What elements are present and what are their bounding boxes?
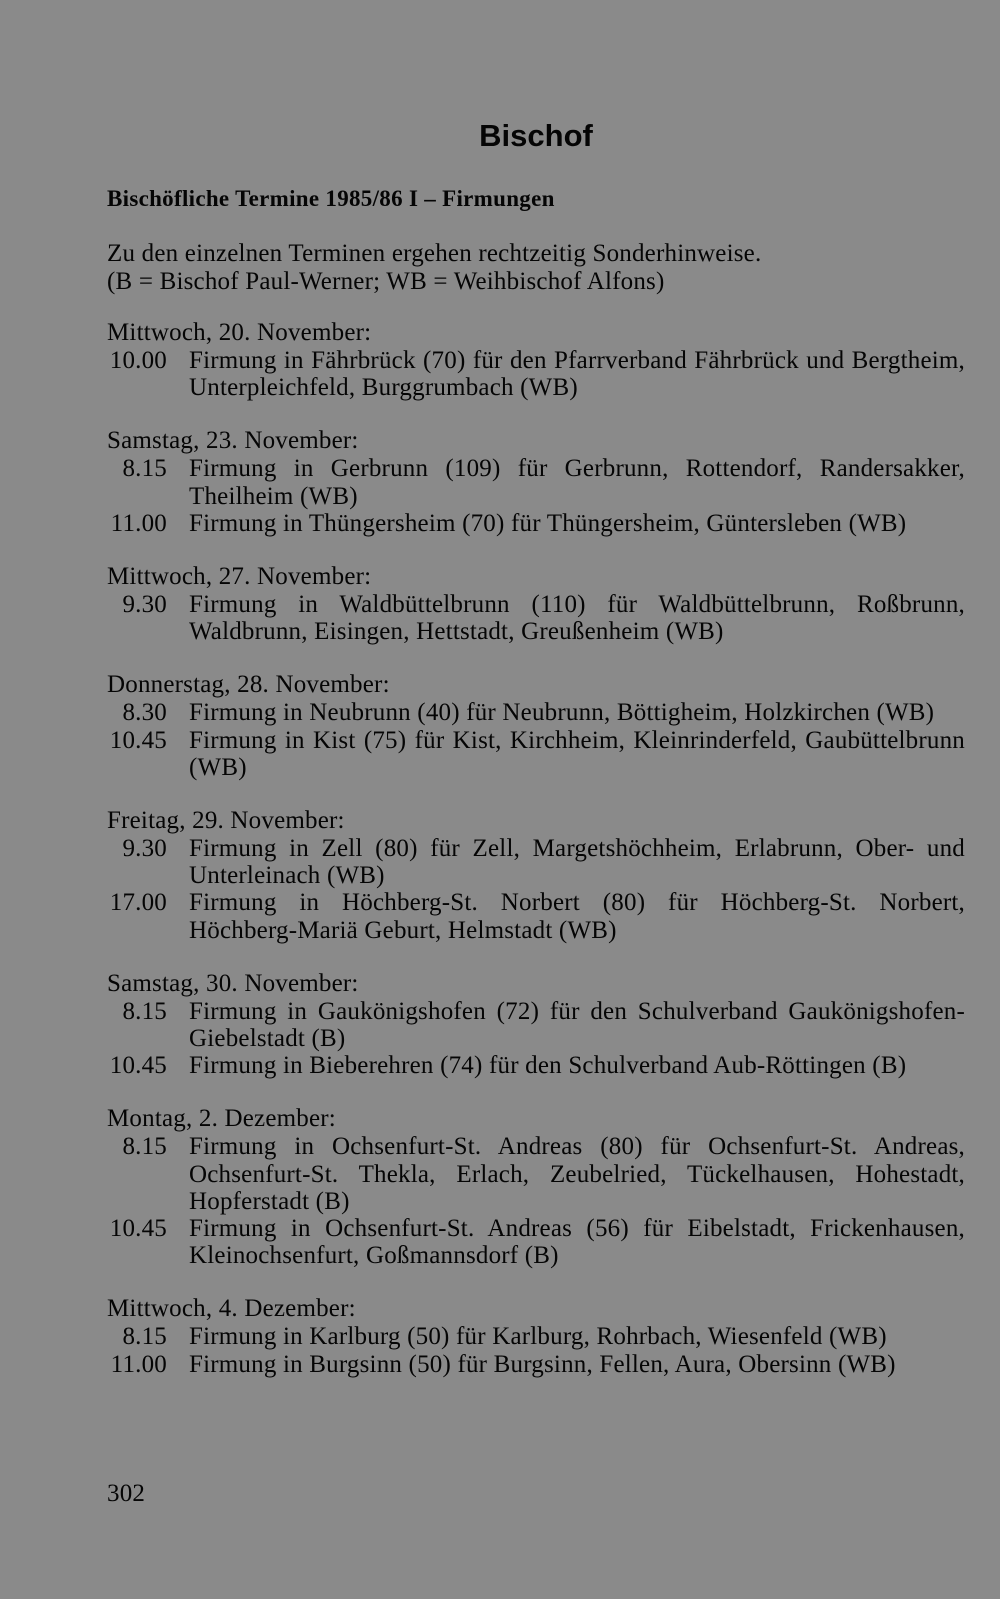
entry-time: 9.30	[122, 835, 167, 863]
document-page	[107, 0, 965, 1599]
day-block	[107, 970, 965, 1080]
entry-time: 10.45	[109, 1215, 167, 1243]
entry-description: Firmung in Ochsenfurt-St. Andreas (56) für Eibelstadt, Frickenhausen, Kleinochsenfurt, Goßmannsdorf (B)	[189, 1215, 965, 1270]
day-block	[107, 319, 965, 401]
entry-description: Firmung in Bieberehren (74) für den Schulverband Aub-Röttingen (B)	[189, 1052, 907, 1080]
entry-description: Firmung in Fährbrück (70) für den Pfarrverband Fährbrück und Bergtheim, Unterpleichfeld, Burggrumbach (WB)	[189, 347, 965, 402]
day-block	[107, 671, 965, 781]
schedule-entry	[107, 1323, 965, 1350]
entry-description: Firmung in Waldbüttelbrunn (110) für Waldbüttelbrunn, Roßbrunn, Waldbrunn, Eisingen, Hettstadt, Greußenheim (WB)	[189, 591, 965, 646]
day-header: Mittwoch, 27. November:	[107, 563, 372, 591]
day-header: Samstag, 30. November:	[107, 969, 359, 997]
schedule-entry	[107, 998, 965, 1052]
day-block	[107, 807, 965, 944]
schedule-entry	[107, 1351, 965, 1378]
schedule-entry	[107, 835, 965, 889]
day-block	[107, 563, 965, 645]
entry-description: Firmung in Zell (80) für Zell, Margetshöchheim, Erlabrunn, Ober- und Unterleinach (WB)	[189, 835, 965, 890]
intro-text	[107, 240, 965, 296]
day-block	[107, 427, 965, 537]
schedule-entry	[107, 1052, 965, 1079]
entry-time: 9.30	[122, 591, 167, 619]
entry-description: Firmung in Neubrunn (40) für Neubrunn, Böttigheim, Holzkirchen (WB)	[189, 699, 935, 727]
schedule-entry	[107, 699, 965, 726]
day-block	[107, 1295, 965, 1377]
entry-description: Firmung in Kist (75) für Kist, Kirchheim, Kleinrinderfeld, Gaubüttelbrunn (WB)	[189, 726, 965, 781]
schedule-list	[107, 319, 965, 1404]
schedule-entry	[107, 455, 965, 509]
intro-line-1: Zu den einzelnen Terminen ergehen rechtzeitig Sonderhinweise.	[107, 240, 762, 267]
schedule-entry	[107, 727, 965, 781]
entry-description: Firmung in Höchberg-St. Norbert (80) für Höchberg-St. Norbert, Höchberg-Mariä Geburt, Helmstadt (WB)	[189, 889, 965, 944]
schedule-entry	[107, 347, 965, 401]
day-header: Mittwoch, 20. November:	[107, 319, 372, 346]
day-header: Montag, 2. Dezember:	[107, 1105, 336, 1133]
entry-description: Firmung in Gaukönigshofen (72) für den Schulverband Gaukönigshofen-Giebelstadt (B)	[189, 997, 965, 1053]
day-header: Freitag, 29. November:	[107, 807, 345, 835]
document-subtitle: Bischöfliche Termine 1985/86 I – Firmungen	[107, 186, 555, 211]
entry-time: 8.30	[122, 699, 167, 727]
entry-description: Firmung in Ochsenfurt-St. Andreas (80) für Ochsenfurt-St. Andreas, Ochsenfurt-St. Thekla, Erlach, Zeubelried, Tückelhausen, Hohestadt, Hopferstadt (B)	[189, 1133, 965, 1215]
entry-description: Firmung in Burgsinn (50) für Burgsinn, Fellen, Aura, Obersinn (WB)	[189, 1350, 896, 1378]
page-number: 302	[107, 1480, 146, 1507]
entry-description: Firmung in Thüngersheim (70) für Thüngersheim, Güntersleben (WB)	[189, 509, 907, 537]
section-title: Bischof	[479, 118, 593, 153]
schedule-entry	[107, 1215, 965, 1269]
entry-description: Firmung in Karlburg (50) für Karlburg, Rohrbach, Wiesenfeld (WB)	[189, 1323, 887, 1351]
day-header: Mittwoch, 4. Dezember:	[107, 1295, 356, 1323]
entry-time: 10.45	[109, 1052, 167, 1080]
entry-time: 17.00	[109, 889, 167, 917]
schedule-entry	[107, 591, 965, 645]
schedule-entry	[107, 510, 965, 537]
entry-time: 10.00	[109, 347, 167, 374]
entry-time: 8.15	[122, 455, 167, 483]
entry-time: 11.00	[110, 1350, 167, 1378]
day-header: Samstag, 23. November:	[107, 427, 359, 455]
entry-description: Firmung in Gerbrunn (109) für Gerbrunn, Rottendorf, Randersakker, Theilheim (WB)	[189, 455, 965, 510]
intro-line-2: (B = Bischof Paul-Werner; WB = Weihbischof Alfons)	[107, 268, 665, 295]
schedule-entry	[107, 889, 965, 943]
entry-time: 8.15	[122, 997, 167, 1025]
entry-time: 11.00	[110, 509, 167, 537]
entry-time: 8.15	[122, 1323, 167, 1351]
entry-time: 10.45	[109, 726, 167, 754]
day-header: Donnerstag, 28. November:	[107, 671, 390, 699]
day-block	[107, 1105, 965, 1269]
schedule-entry	[107, 1133, 965, 1215]
entry-time: 8.15	[122, 1133, 167, 1161]
